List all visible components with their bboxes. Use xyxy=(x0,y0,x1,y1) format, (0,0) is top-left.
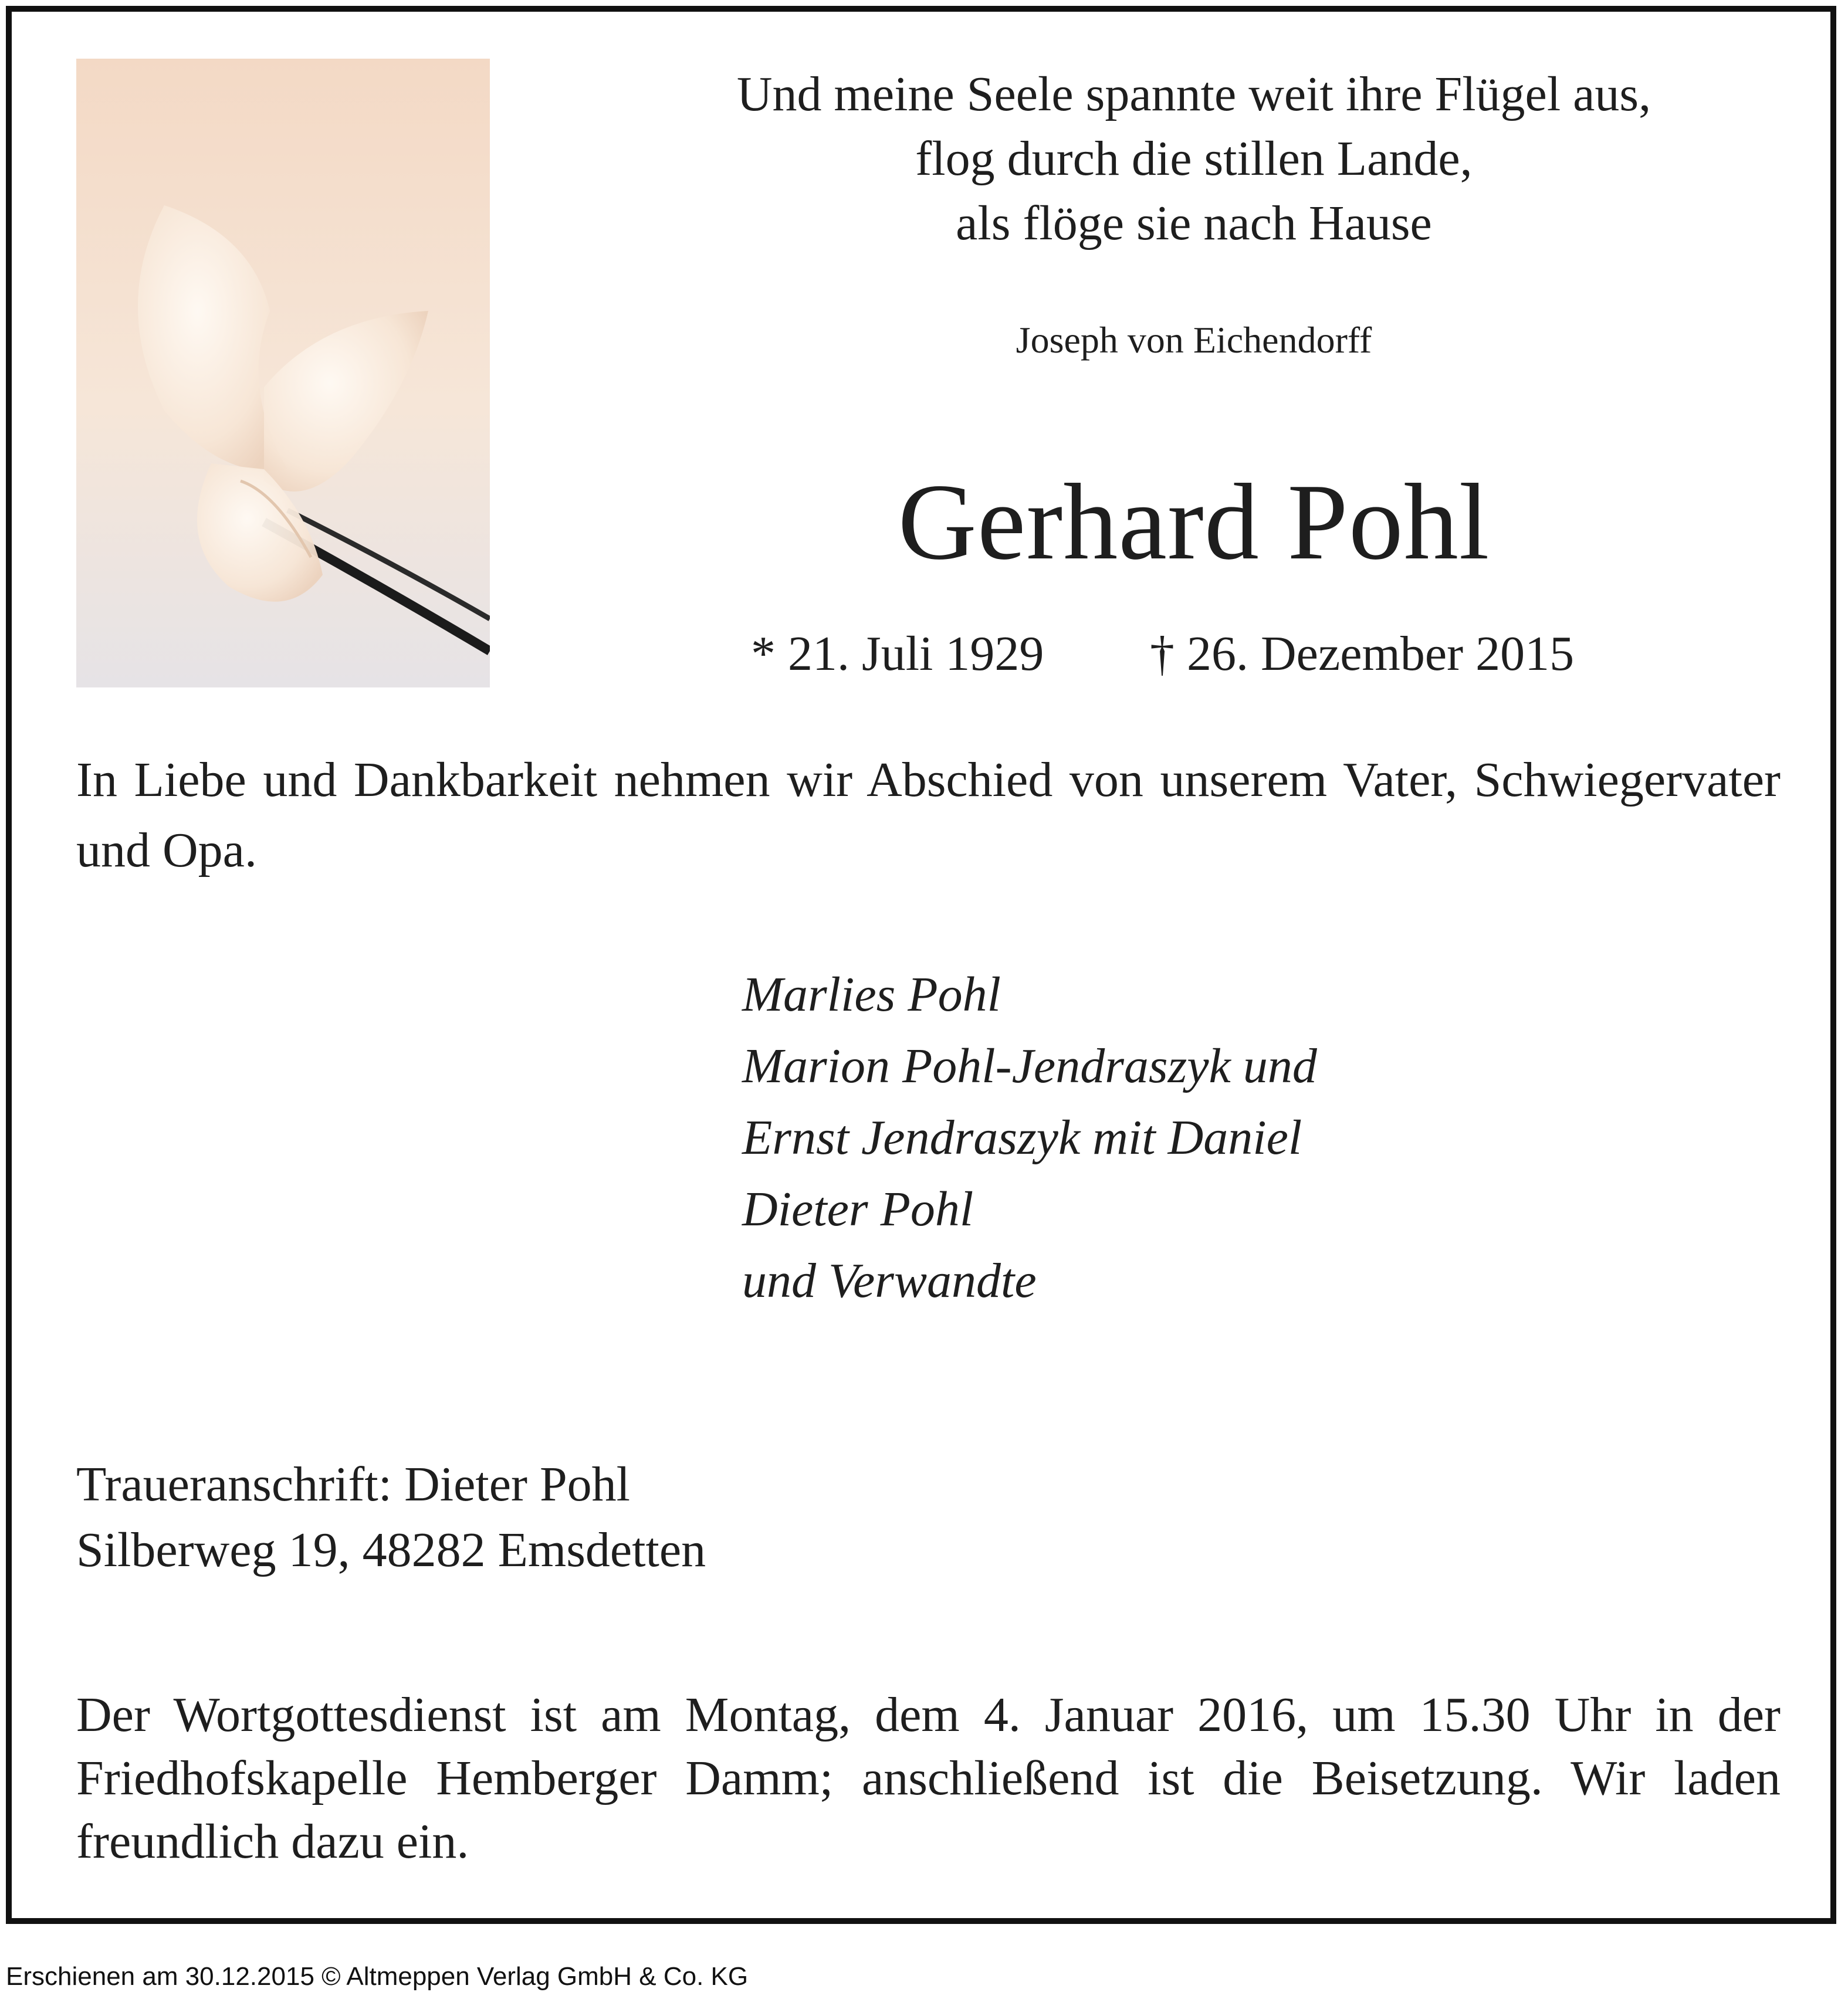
mourner-name: Marion Pohl-Jendraszyk und xyxy=(742,1039,1317,1093)
birth-date: * 21. Juli 1929 xyxy=(751,626,1044,681)
poem-line: Und meine Seele spannte weit ihre Flügel aus, xyxy=(736,67,1651,121)
address-line: Silberweg 19, 48282 Emsdetten xyxy=(76,1523,706,1577)
mourner-name: Ernst Jendraszyk mit Daniel xyxy=(742,1110,1302,1165)
deceased-name: Gerhard Pohl xyxy=(898,462,1490,582)
mourners-list xyxy=(742,959,1317,1317)
poem-author: Joseph von Eichendorff xyxy=(1016,319,1372,361)
mourning-address xyxy=(76,1452,706,1583)
mourner-name: und Verwandte xyxy=(742,1253,1037,1308)
service-info: Der Wortgottesdienst ist am Montag, dem 4. Januar 2016, um 15.30 Uhr in der Friedhofskapelle Hemberger Damm; anschließend ist die Beisetzung. Wir laden freundlich dazu ein. xyxy=(76,1688,1781,1869)
publication-footer: Erschienen am 30.12.2015 © Altmeppen Verlag GmbH & Co. KG xyxy=(6,1962,749,1991)
poem-line: als flöge sie nach Hause xyxy=(956,196,1432,250)
farewell-text: In Liebe und Dankbarkeit nehmen wir Abschied von unserem Vater, Schwiegervater und Opa. xyxy=(76,753,1781,878)
poem-line: flog durch die stillen Lande, xyxy=(915,131,1473,186)
mourner-name: Dieter Pohl xyxy=(742,1182,974,1236)
calla-lily-photo xyxy=(76,59,490,687)
address-line: Traueranschrift: Dieter Pohl xyxy=(76,1457,631,1512)
death-date: † 26. Dezember 2015 xyxy=(1150,626,1575,681)
mourner-name: Marlies Pohl xyxy=(742,967,1001,1022)
